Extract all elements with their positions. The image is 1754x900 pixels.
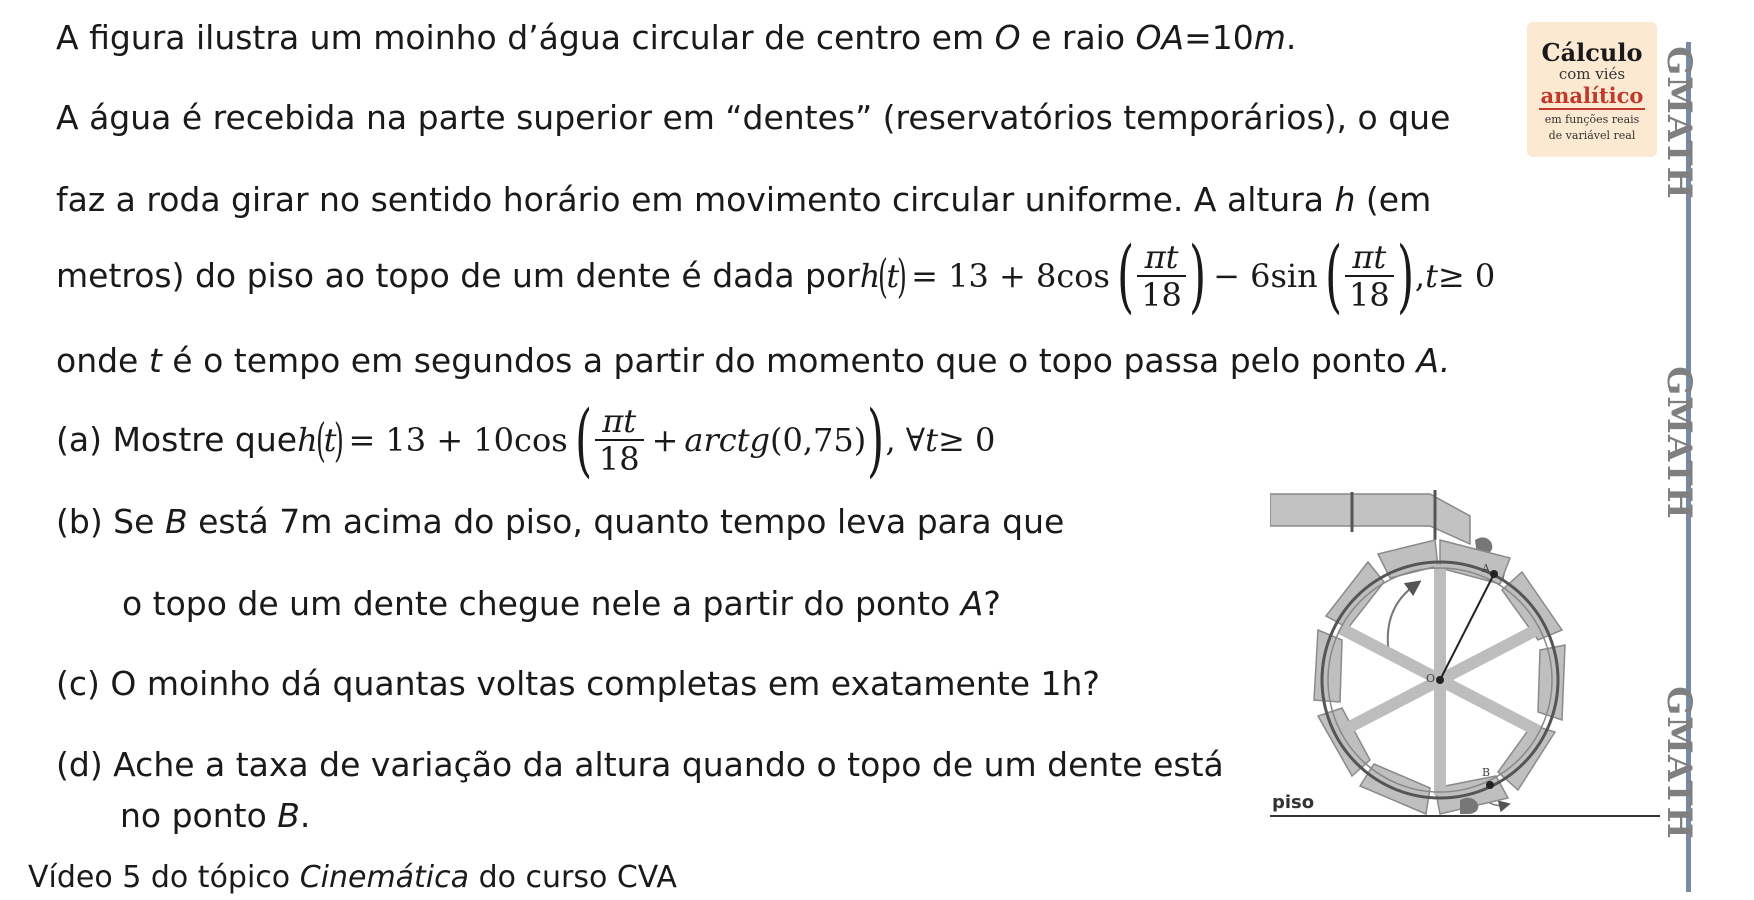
course-logo [1527,22,1657,157]
logo-highlight: analítico [1540,83,1644,108]
text: Vídeo 5 do tópico [28,860,300,895]
text: faz a roda girar no sentido horário em movimento circular uniforme. A altura [56,180,1335,219]
point-A: A [960,584,984,623]
question-b-line-2 [122,584,1001,624]
logo-small-2: de variável real [1548,129,1636,142]
logo-title: Cálculo [1541,38,1643,67]
question-d-line-2 [120,796,310,836]
fraction [595,403,644,477]
text: =10 [1184,18,1254,57]
text: o topo de um dente chegue nele a partir do ponto [122,584,961,623]
eq-part: = 13 + 10cos [348,421,568,459]
fraction-num: πt [602,402,637,440]
question-b-line-1 [56,502,1064,542]
question-d-line-1: (d) Ache a taxa de variação da altura quando o topo de um dente está [56,745,1224,784]
text: no ponto [120,796,278,835]
point-B: B [164,502,188,541]
water-wheel-figure [1270,480,1670,840]
fraction-den: 18 [1345,275,1394,313]
text: , [1414,257,1426,295]
point-O-label: O [1426,672,1436,685]
var-t: t [925,421,938,459]
floor-label: piso [1272,792,1315,813]
fraction-num: πt [1352,238,1387,276]
fraction-num: πt [1144,238,1179,276]
intro-line-2: A água é recebida na parte superior em “dentes” (reservatórios temporários), o que [56,98,1451,137]
watermark: GMATH [1659,366,1699,520]
text: ≥ 0 [937,421,996,459]
text: . [299,796,311,835]
text: ≥ 0 [1437,257,1496,295]
arctg: arctg [684,421,771,459]
topic-name: Cinemática [299,860,470,895]
fraction-den: 18 [595,439,644,477]
point-A-label: A [1482,562,1490,575]
arg: (0,75) [770,421,867,459]
plus: + [651,421,679,459]
question-a [56,393,996,486]
text: metros) do piso ao topo de um dente é dada por [56,256,860,295]
text: A figura ilustra um moinho d’água circular de centro em [56,18,995,57]
intro-line-1 [56,18,1296,58]
watermark: GMATH [1659,46,1699,200]
question-c: (c) O moinho dá quantas voltas completas em exatamente 1h? [56,664,1100,703]
intro-line-5 [56,341,1450,381]
text: ? [983,584,1001,623]
text: (b) Se [56,502,165,541]
eq-part: − 6sin [1213,257,1318,295]
intro-line-3 [56,180,1431,220]
text: do curso CVA [469,860,677,895]
fraction [1345,239,1394,313]
amplitude-phase-formula: h ( t ) = 13 + 10cos ( $\frac{\pi t}{18}$ + arctg (0,75) ) , ∀ t ≥ 0 [297,393,996,486]
text: e raio [1020,18,1136,57]
height-formula: h ( t ) = 13 + 8cos ( $\frac{\pi t}{18}$ ) − 6sin ( $\frac{\pi t}{18}$ ) , t ≥ 0 [859,229,1496,322]
fraction [1137,239,1186,313]
var-O: O [994,18,1021,57]
point-B: B [277,796,300,835]
logo-small-1: em funções reais [1544,113,1640,126]
water-channel [1270,494,1470,544]
var-t: t [1425,257,1438,295]
text: (a) Mostre que [56,420,298,459]
text: é o tempo em segundos a partir do momento que o topo passa pelo ponto [161,341,1417,380]
var-OA: OA [1135,18,1185,57]
point-B-label: B [1482,766,1491,779]
var-h: h [859,257,881,295]
text: (em [1355,180,1432,219]
text: , ∀ [885,421,926,459]
text: onde [56,341,149,380]
unit-m: m [1253,18,1286,57]
intro-line-4 [56,229,1496,322]
var-h: h [1334,180,1356,219]
eq-part: = 13 + 8cos [911,257,1110,295]
var-t: t [886,257,900,295]
watermark: GMATH [1659,686,1699,840]
text: está 7m acima do piso, quanto tempo leva para que [187,502,1065,541]
var-t: t [323,421,337,459]
var-h: h [297,421,318,459]
footer-note [28,858,677,898]
var-t: t [148,341,162,380]
logo-subtitle: com viés [1558,65,1626,83]
point-A: A. [1416,341,1451,380]
fraction-den: 18 [1137,275,1186,313]
text: . [1285,18,1297,57]
